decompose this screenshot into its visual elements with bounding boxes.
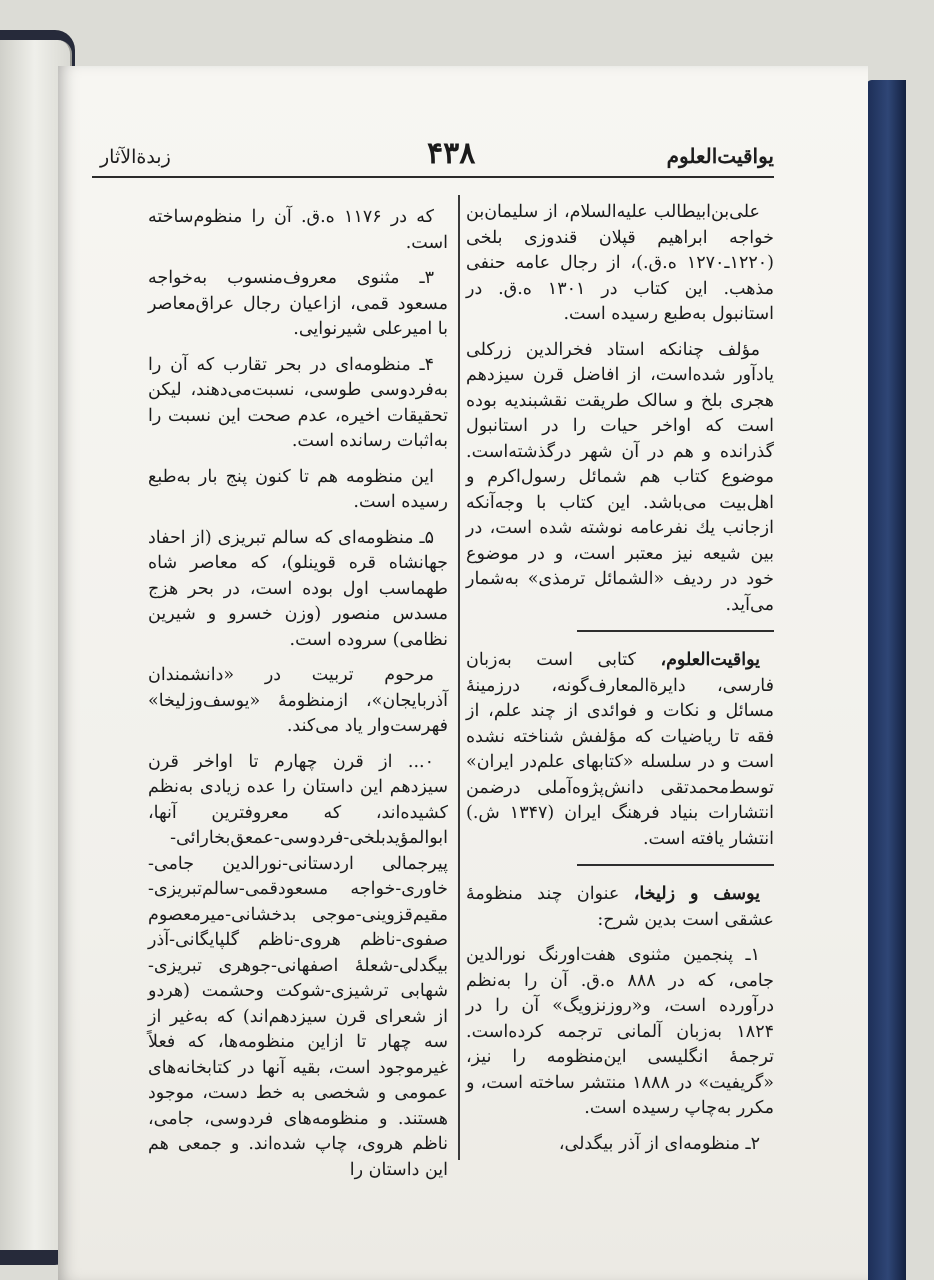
entry-text: عنوان چند منظومهٔ عشقی است بدین شرح: — [466, 884, 774, 930]
running-header — [92, 130, 774, 176]
paragraph: این منظومه هم تا کنون پنج بار به‌طبع رسیده است. — [148, 466, 448, 512]
paragraph: ۳ـ مثنوی معروف‌منسوب به‌خواجه مسعود قمی، ازاعیان رجال عراق‌معاصر با امیرعلی شیرنوایی. — [148, 268, 448, 339]
paragraph: مرحوم تربیت در «دانشمندان آذربایجان»، ازمنظومهٔ «یوسف‌وزلیخا» فهرست‌وار یاد می‌کند. — [148, 665, 448, 736]
paragraph: ۰... از قرن چهارم تا اواخر قرن سیزدهم این داستان را عده زیادی به‌نظم کشیده‌اند، که معروفترین آنها، ابوالمؤیدبلخی-فردوسی-عمعق‌بخارائی-پیرجمالی اردستانی-نورالدین جامی-خاوری-خواجه مسعودقمی-سالم‌تبریزی-مقیم‌قزوینی-موجی بدخشانی-میرمعصوم صفوی-ناظم هروی-ناظم گلپایگانی-آذر بیگدلی-شعلهٔ اصفهانی-جوهری تبریزی-شهابی ترشیزی-شوکت وحشمت (هردو از شعرای قرن سیزدهم‌اند) که به‌غیر از سه چهار تا ازاین منظومه‌ها، که فعلاً غیرموجود است، بقیه آنها در کتابخانه‌های عمومی و شخصی به خط دست، موجود هستند. و منظومه‌های فردوسی، جامی، ناظم هروی، چاپ شده‌اند. و جمعی هم این داستان را — [148, 751, 448, 1180]
header-right-title: یواقیت‌العلوم — [666, 144, 774, 168]
entry-headword: یوسف و زلیخا، — [633, 884, 760, 904]
section-separator — [577, 864, 774, 866]
header-rule — [92, 176, 774, 178]
paragraph: ۲ـ منظومه‌ای از آذر بیگدلی، — [558, 1133, 760, 1154]
entry-paragraph — [466, 648, 774, 852]
paragraph: که در ۱۱۷۶ ه.ق. آن را منظوم‌ساخته است. — [148, 207, 448, 253]
paragraph: ۱ـ پنجمین مثنوی هفت‌اورنگ نورالدین جامی، که در ۸۸۸ ه.ق. آن را به‌نظم درآورده است، و«روزنزویگ» آن را در ۱۸۲۴ به‌زبان آلمانی ترجمه کرده‌است. ترجمهٔ انگلیسی این‌منظومه را نیز، «گریفیت» در ۱۸۸۸ منتشر ساخته است، و مکرر به‌چاپ رسیده است. — [466, 945, 774, 1118]
paragraph: ۵ـ منظومه‌ای که سالم تبریزی (از احفاد جهانشاه قره قوینلو)، که معاصر شاه طهماسب اول بوده است، در بحر هزج مسدس منصور (وزن خسرو و شیرین نظامی) سروده است. — [148, 527, 448, 650]
paragraph: علی‌بن‌ابیطالب علیه‌السلام، از سلیمان‌بن خواجه ابراهیم قپلان قندوزی بلخی (۱۲۲۰ـ۱۲۷۰ ه.ق.)، از رجال عامه حنفی مذهب. این کتاب در ۱۳۰۱ ه.ق. در استانبول به‌طبع رسیده است. — [466, 202, 774, 324]
left-column — [148, 205, 448, 1193]
entry-headword: یواقیت‌العلوم، — [660, 650, 760, 670]
page-number: ۴۳۸ — [427, 136, 476, 171]
paragraph: مؤلف چنانکه استاد فخرالدین زرکلی یادآور شده‌است، از افاضل قرن سیزدهم هجری بلخ و سالک طریقت نقشبندیه بوده است که اواخر حیات را در استانبول گذرانده و هم در آن شهر درگذشته‌است. موضوع کتاب هم شمائل رسول‌اکرم و اهل‌بیت می‌باشد. این کتاب با وجه‌آنکه ازجانب یك نفرعامه نوشته شده است، در بین شیعه نیز معتبر است، و در موضوع خود در ردیف «الشمائل ترمذی» به‌شمار می‌آید. — [466, 339, 774, 615]
paragraph: ۴ـ منظومه‌ای در بحر تقارب که آن را به‌فردوسی طوسی، نسبت‌می‌دهند، لیکن تحقیقات اخیره، عدم صحت این نسبت را به‌اثبات رسانده است. — [148, 354, 448, 451]
header-left-title: زبدة‌الآثار — [100, 146, 171, 168]
right-book-cover — [866, 80, 906, 1280]
entry-paragraph — [466, 882, 774, 933]
right-column — [466, 200, 774, 1167]
section-separator — [577, 630, 774, 632]
entry-text: کتابی است به‌زبان فارسی، دایرة‌المعارف‌گونه، درزمینهٔ مسائل و نکات و فوائدی از چند علم، از فقه تا ریاضیات که مؤلفش شناخته نشده است و در سلسله «کتابهای علم‌در ایران» توسط‌محمدتقی دانش‌پژوه‌آملی درضمن انتشارات بنیاد فرهنگ ایران (۱۳۴۷ ش.) انتشار یافته است. — [466, 650, 774, 849]
column-divider — [458, 195, 460, 1160]
